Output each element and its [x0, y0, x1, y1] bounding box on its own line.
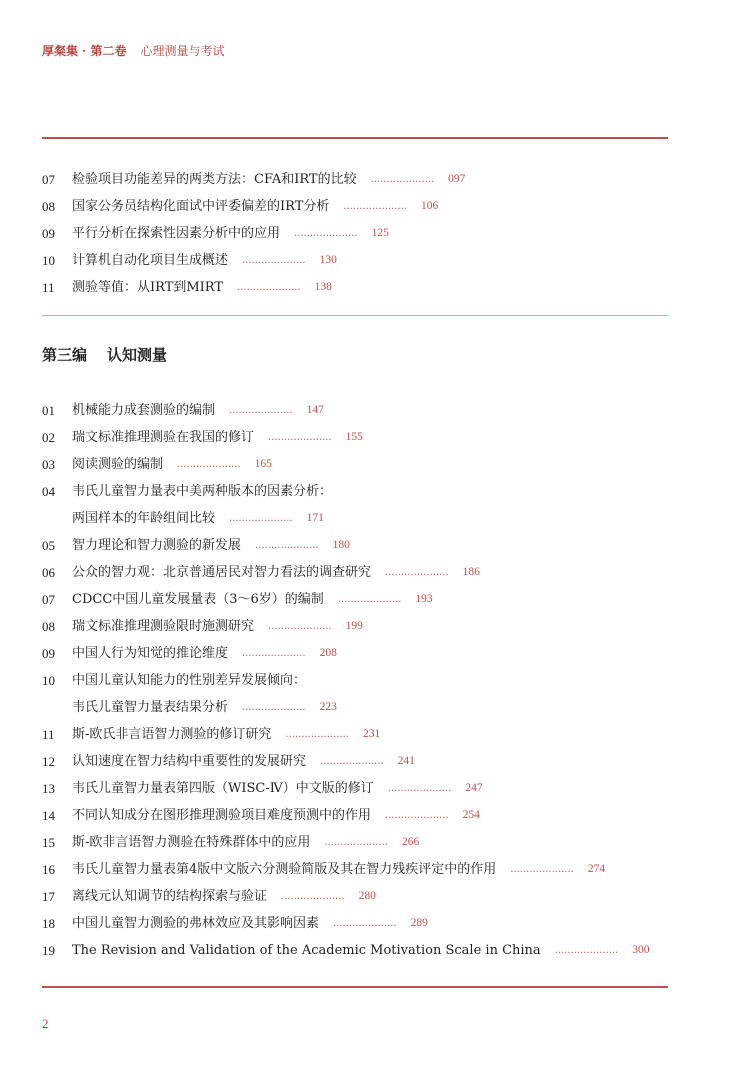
toc-group-2	[42, 397, 682, 964]
entry-number: 02	[42, 430, 55, 445]
toc-entry[interactable]	[42, 883, 682, 910]
dot-leader: ....................	[177, 459, 241, 470]
entry-page: 208	[319, 647, 337, 659]
entry-number: 01	[42, 403, 55, 418]
toc-entry[interactable]	[42, 451, 682, 478]
volume-subtitle: 心理测量与考试	[140, 44, 225, 58]
dot-leader: ....................	[237, 282, 301, 293]
entry-number: 13	[42, 781, 55, 796]
entry-number: 11	[42, 727, 55, 742]
entry-number: 10	[42, 253, 55, 268]
entry-number: 12	[42, 754, 55, 769]
entry-page: 266	[401, 836, 420, 848]
entry-title: 智力理论和智力测验的新发展	[72, 538, 242, 553]
entry-page: 247	[465, 782, 483, 794]
dot-leader: ....................	[320, 756, 384, 767]
toc-entry[interactable]	[42, 640, 682, 667]
page-number: 2	[42, 1016, 49, 1031]
entry-title: The Revision and Validation of the Academic Motivation Scale in China	[72, 943, 541, 958]
entry-title: CDCC中国儿童发展量表（3～6岁）的编制	[72, 592, 324, 607]
entry-number: 04	[42, 484, 55, 499]
entry-title: 认知速度在智力结构中重要性的发展研究	[72, 754, 307, 769]
bottom-divider	[42, 986, 668, 988]
dot-leader: ....................	[229, 405, 293, 416]
toc-entry[interactable]	[42, 667, 682, 694]
entry-number: 19	[42, 943, 55, 958]
entry-title: 平行分析在探索性因素分析中的应用	[72, 226, 281, 241]
dot-leader: ....................	[554, 945, 619, 956]
toc-entry[interactable]	[42, 937, 682, 964]
entry-page: 280	[358, 890, 376, 902]
toc-entry[interactable]	[42, 247, 682, 274]
entry-number: 15	[42, 835, 55, 850]
entry-page: 180	[332, 539, 350, 551]
dot-leader: ....................	[242, 648, 306, 659]
entry-page: 125	[371, 227, 389, 239]
entry-title: 韦氏儿童智力量表第四版（WISC-Ⅳ）中文版的修订	[72, 781, 374, 796]
entry-title: 检验项目功能差异的两类方法：CFA和IRT的比较	[72, 172, 357, 187]
entry-number: 09	[42, 646, 55, 661]
section-name: 认知测量	[107, 346, 168, 364]
entry-page: 193	[415, 593, 433, 605]
toc-entry[interactable]	[42, 856, 682, 883]
entry-page: 147	[306, 404, 324, 416]
dot-leader: ....................	[285, 729, 349, 740]
dot-leader: ....................	[268, 621, 332, 632]
toc-entry[interactable]	[42, 193, 682, 220]
entry-number: 18	[42, 916, 55, 931]
entry-number: 14	[42, 808, 55, 823]
entry-title: 中国儿童认知能力的性别差异发展倾向：	[72, 673, 307, 688]
toc-entry[interactable]	[42, 478, 682, 505]
entry-number: 08	[42, 619, 55, 634]
dot-leader: ....................	[281, 891, 345, 902]
toc-entry[interactable]	[42, 559, 682, 586]
section-label: 第三编	[42, 346, 88, 364]
book-title: 厚粲集 · 第二卷	[42, 44, 127, 58]
toc-entry[interactable]	[42, 424, 682, 451]
entry-title: 斯-欧氏非言语智力测验的修订研究	[72, 727, 272, 742]
entry-title: 韦氏儿童智力量表中美两种版本的因素分析：	[72, 484, 333, 499]
toc-entry[interactable]	[42, 397, 682, 424]
entry-number: 07	[42, 172, 55, 187]
entry-title: 不同认知成分在图形推理测验项目难度预测中的作用	[72, 808, 372, 823]
entry-number: 06	[42, 565, 55, 580]
entry-title: 韦氏儿童智力量表结果分析	[72, 700, 229, 715]
toc-entry[interactable]	[42, 220, 682, 247]
toc-entry[interactable]	[42, 586, 682, 613]
toc-entry[interactable]	[42, 802, 682, 829]
dot-leader: ....................	[242, 255, 306, 266]
entry-title: 两国样本的年龄组间比较	[72, 511, 216, 526]
entry-page: 223	[319, 701, 337, 713]
toc-entry[interactable]	[42, 748, 682, 775]
toc-group-1	[42, 166, 682, 301]
toc-entry[interactable]	[42, 910, 682, 937]
dot-leader: ....................	[370, 174, 435, 185]
entry-page: 106	[420, 200, 439, 212]
entry-number: 08	[42, 199, 55, 214]
dot-leader: ....................	[387, 783, 452, 794]
toc-entry[interactable]	[42, 505, 682, 532]
dot-leader: ....................	[242, 702, 306, 713]
dot-leader: ....................	[333, 918, 397, 929]
section-heading	[42, 344, 167, 365]
toc-entry[interactable]	[42, 694, 682, 721]
entry-number: 07	[42, 592, 55, 607]
running-header	[42, 42, 225, 59]
entry-page: 130	[319, 254, 337, 266]
entry-page: 289	[410, 917, 428, 929]
dot-leader: ....................	[229, 513, 293, 524]
entry-page: 186	[462, 566, 480, 578]
dot-leader: ....................	[294, 228, 358, 239]
dot-leader: ....................	[343, 201, 407, 212]
toc-entry[interactable]	[42, 166, 682, 193]
toc-entry[interactable]	[42, 274, 682, 301]
entry-page: 199	[345, 620, 363, 632]
dot-leader: ....................	[510, 864, 574, 875]
entry-title: 中国人行为知觉的推论维度	[72, 646, 229, 661]
entry-title: 瑞文标准推理测验在我国的修订	[72, 430, 255, 445]
entry-page: 254	[462, 809, 480, 821]
entry-title: 机械能力成套测验的编制	[72, 403, 216, 418]
entry-number: 17	[42, 889, 55, 904]
top-divider	[42, 137, 668, 139]
toc-entry[interactable]	[42, 775, 682, 802]
entry-title: 瑞文标准推理测验限时施测研究	[72, 619, 255, 634]
entry-title: 阅读测验的编制	[72, 457, 164, 472]
entry-page: 165	[254, 458, 272, 470]
entry-number: 09	[42, 226, 55, 241]
entry-number: 11	[42, 280, 55, 295]
entry-page: 097	[448, 173, 466, 185]
entry-page: 274	[587, 863, 606, 875]
entry-title: 国家公务员结构化面试中评委偏差的IRT分析	[72, 199, 330, 214]
section-divider	[42, 315, 668, 316]
entry-page: 241	[397, 755, 415, 767]
entry-number: 16	[42, 862, 55, 877]
entry-page: 138	[314, 281, 332, 293]
entry-title: 计算机自动化项目生成概述	[72, 253, 229, 268]
entry-number: 03	[42, 457, 55, 472]
dot-leader: ....................	[385, 567, 449, 578]
dot-leader: ....................	[268, 432, 332, 443]
entry-number: 05	[42, 538, 55, 553]
entry-title: 斯-欧非言语智力测验在特殊群体中的应用	[72, 835, 311, 850]
entry-title: 公众的智力观：北京普通居民对智力看法的调查研究	[72, 565, 372, 580]
entry-page: 231	[362, 728, 381, 740]
toc-entry[interactable]	[42, 532, 682, 559]
entry-page: 155	[345, 431, 363, 443]
dot-leader: ....................	[385, 810, 449, 821]
toc-entry[interactable]	[42, 613, 682, 640]
entry-title: 测验等值：从IRT到MIRT	[72, 280, 224, 295]
entry-title: 离线元认知调节的结构探索与验证	[72, 889, 268, 904]
entry-page: 300	[632, 944, 650, 956]
toc-entry[interactable]	[42, 721, 682, 748]
entry-title: 韦氏儿童智力量表第4版中文版六分测验简版及其在智力残疾评定中的作用	[72, 862, 497, 877]
dot-leader: ....................	[337, 594, 402, 605]
entry-page: 171	[306, 512, 324, 524]
dot-leader: ....................	[255, 540, 319, 551]
toc-entry[interactable]	[42, 829, 682, 856]
dot-leader: ....................	[324, 837, 388, 848]
entry-title: 中国儿童智力测验的弗林效应及其影响因素	[72, 916, 320, 931]
entry-number: 10	[42, 673, 55, 688]
